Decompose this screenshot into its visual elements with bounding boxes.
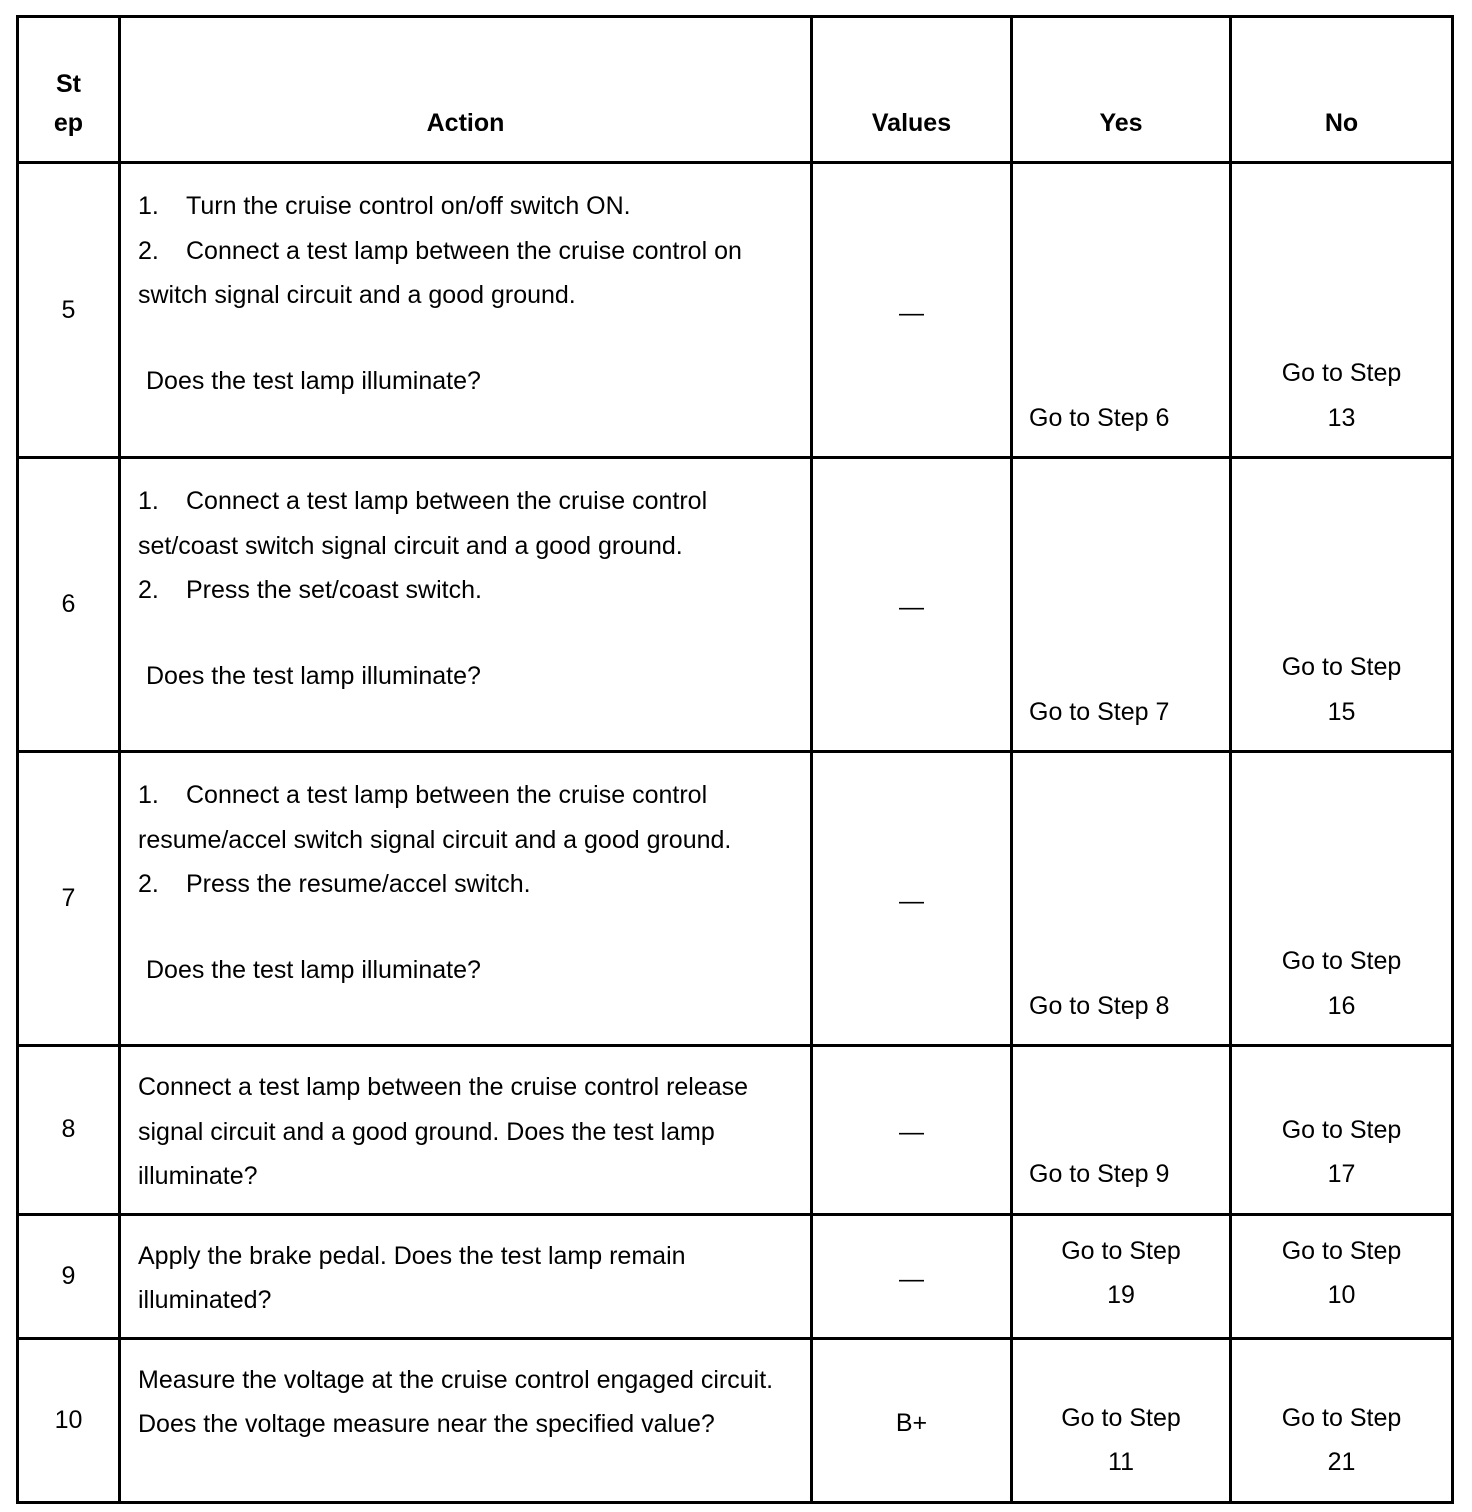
header-step-line1: St [56, 70, 81, 98]
action-question: Does the test lamp illuminate? [146, 661, 481, 690]
item-text: Connect a test lamp between the cruise control set/coast switch signal circuit and a good ground. [138, 487, 708, 560]
action-item [138, 773, 794, 862]
item-text: Connect a test lamp between the cruise control resume/accel switch signal circuit and a good ground. [138, 781, 732, 854]
no-text: Go to Step 17 [1281, 1115, 1402, 1188]
table-row [18, 163, 1453, 458]
action-question: Does the test lamp illuminate? [146, 955, 481, 984]
step-number: 9 [18, 1214, 120, 1338]
no-cell [1231, 458, 1453, 752]
item-text: Turn the cruise control on/off switch ON. [186, 192, 631, 220]
no-text: Go to Step 21 [1281, 1403, 1402, 1476]
item-number: 2. [138, 236, 159, 265]
step-number: 8 [18, 1046, 120, 1215]
action-cell [120, 752, 812, 1046]
values-cell: — [812, 752, 1012, 1046]
no-cell [1231, 752, 1453, 1046]
item-text: Press the resume/accel switch. [186, 870, 531, 898]
action-item [138, 229, 794, 318]
yes-text: Go to Step 11 [1061, 1403, 1181, 1476]
item-number: 2. [138, 870, 159, 898]
diagnostic-table [16, 15, 1454, 1504]
yes-cell: Go to Step 6 [1012, 163, 1231, 458]
no-cell [1231, 1046, 1453, 1215]
yes-cell [1012, 1214, 1231, 1338]
yes-text: Go to Step 19 [1061, 1236, 1181, 1309]
no-cell [1231, 1338, 1453, 1502]
values-cell: B+ [812, 1338, 1012, 1502]
no-text: Go to Step 15 [1281, 653, 1402, 726]
header-step-line2: ep [53, 109, 84, 137]
header-action: Action [120, 17, 812, 163]
step-number: 7 [18, 752, 120, 1046]
action-cell: Measure the voltage at the cruise control engaged circuit. Does the voltage measure near the specified value? [120, 1338, 812, 1502]
action-item [138, 568, 794, 613]
values-cell: — [812, 1046, 1012, 1215]
table-row [18, 752, 1453, 1046]
item-number: 1. [138, 781, 159, 809]
table-row [18, 1046, 1453, 1215]
no-cell [1231, 1214, 1453, 1338]
header-row [18, 17, 1453, 163]
action-cell: Connect a test lamp between the cruise control release signal circuit and a good ground. Does the test lamp illuminate? [120, 1046, 812, 1215]
no-cell [1231, 163, 1453, 458]
table-row [18, 1338, 1453, 1502]
yes-cell: Go to Step 9 [1012, 1046, 1231, 1215]
action-item [138, 479, 794, 568]
action-item [138, 862, 794, 907]
yes-cell: Go to Step 8 [1012, 752, 1231, 1046]
yes-cell [1012, 1338, 1231, 1502]
action-item [138, 184, 794, 229]
header-yes: Yes [1012, 17, 1231, 163]
step-number: 5 [18, 163, 120, 458]
no-text: Go to Step 16 [1281, 947, 1402, 1020]
action-cell [120, 163, 812, 458]
header-step [18, 17, 120, 163]
no-text: Go to Step 10 [1281, 1236, 1402, 1309]
table-row [18, 1214, 1453, 1338]
action-question: Does the test lamp illuminate? [146, 366, 481, 395]
yes-cell: Go to Step 7 [1012, 458, 1231, 752]
step-number: 6 [18, 458, 120, 752]
step-number: 10 [18, 1338, 120, 1502]
item-number: 1. [138, 487, 159, 515]
values-cell: — [812, 458, 1012, 752]
values-cell: — [812, 163, 1012, 458]
no-text: Go to Step 13 [1281, 359, 1402, 432]
item-number: 1. [138, 192, 159, 220]
item-number: 2. [138, 576, 159, 604]
action-cell [120, 458, 812, 752]
item-text: Connect a test lamp between the cruise control on switch signal circuit and a good ground. [138, 236, 742, 309]
values-cell: — [812, 1214, 1012, 1338]
action-cell: Apply the brake pedal. Does the test lamp remain illuminated? [120, 1214, 812, 1338]
header-values: Values [812, 17, 1012, 163]
item-text: Press the set/coast switch. [186, 576, 482, 604]
header-no: No [1231, 17, 1453, 163]
table-row [18, 458, 1453, 752]
